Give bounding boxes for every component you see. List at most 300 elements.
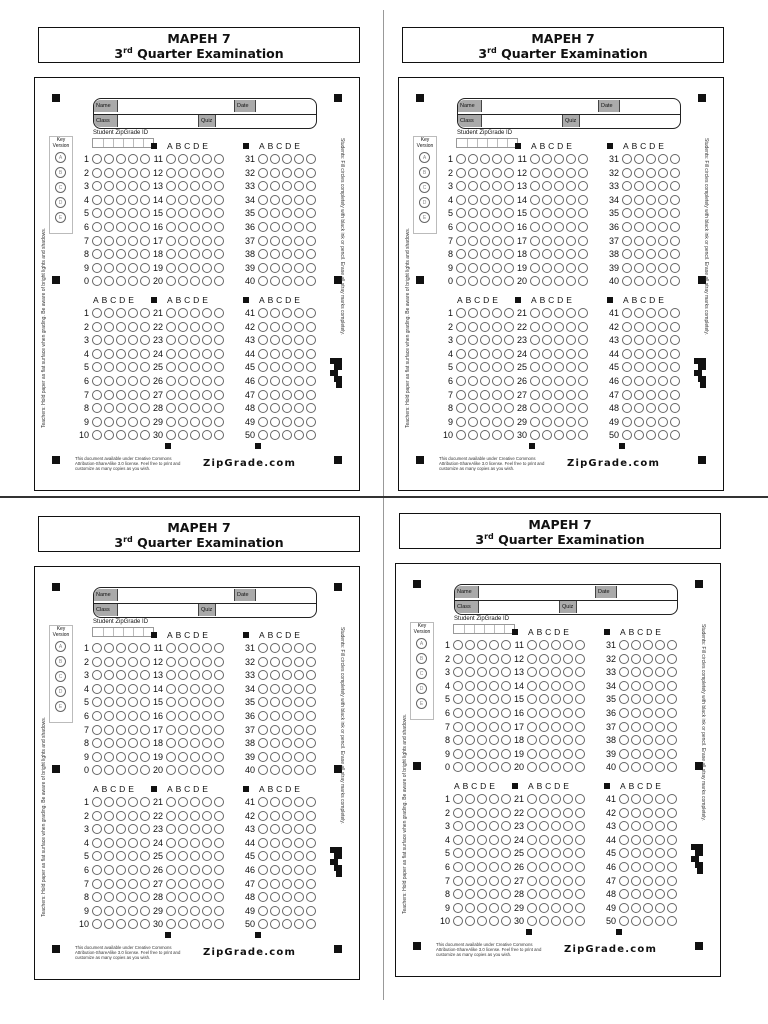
answer-bubble[interactable] xyxy=(270,390,280,400)
answer-bubble[interactable] xyxy=(527,903,537,913)
answer-bubble[interactable] xyxy=(542,195,552,205)
answer-bubble[interactable] xyxy=(294,249,304,259)
answer-bubble[interactable] xyxy=(294,362,304,372)
answer-bubble[interactable] xyxy=(128,851,138,861)
answer-bubble[interactable] xyxy=(282,684,292,694)
answer-bubble[interactable] xyxy=(306,263,316,273)
answer-bubble[interactable] xyxy=(190,362,200,372)
answer-bubble[interactable] xyxy=(480,376,490,386)
answer-bubble[interactable] xyxy=(306,403,316,413)
answer-bubble[interactable] xyxy=(554,322,564,332)
answer-bubble[interactable] xyxy=(258,657,268,667)
answer-bubble[interactable] xyxy=(306,851,316,861)
answer-bubble[interactable] xyxy=(551,640,561,650)
answer-bubble[interactable] xyxy=(643,903,653,913)
answer-bubble[interactable] xyxy=(214,865,224,875)
answer-bubble[interactable] xyxy=(551,694,561,704)
answer-bubble[interactable] xyxy=(166,390,176,400)
answer-bubble[interactable] xyxy=(539,889,549,899)
answer-bubble[interactable] xyxy=(190,643,200,653)
answer-bubble[interactable] xyxy=(670,430,680,440)
answer-bubble[interactable] xyxy=(306,168,316,178)
answer-bubble[interactable] xyxy=(128,797,138,807)
answer-bubble[interactable] xyxy=(453,848,463,858)
answer-bubble[interactable] xyxy=(527,708,537,718)
answer-bubble[interactable] xyxy=(631,749,641,759)
answer-bubble[interactable] xyxy=(190,349,200,359)
answer-bubble[interactable] xyxy=(551,821,561,831)
answer-bubble[interactable] xyxy=(128,906,138,916)
answer-bubble[interactable] xyxy=(465,889,475,899)
answer-bubble[interactable] xyxy=(92,335,102,345)
answer-bubble[interactable] xyxy=(480,417,490,427)
answer-bubble[interactable] xyxy=(116,208,126,218)
key-version-bubble[interactable]: B xyxy=(55,167,66,178)
answer-bubble[interactable] xyxy=(622,276,632,286)
answer-bubble[interactable] xyxy=(551,667,561,677)
answer-bubble[interactable] xyxy=(489,640,499,650)
answer-bubble[interactable] xyxy=(646,263,656,273)
answer-bubble[interactable] xyxy=(258,824,268,834)
answer-bubble[interactable] xyxy=(468,222,478,232)
answer-bubble[interactable] xyxy=(477,722,487,732)
answer-bubble[interactable] xyxy=(465,848,475,858)
answer-bubble[interactable] xyxy=(655,708,665,718)
answer-bubble[interactable] xyxy=(492,263,502,273)
answer-bubble[interactable] xyxy=(294,430,304,440)
answer-bubble[interactable] xyxy=(258,417,268,427)
answer-bubble[interactable] xyxy=(190,236,200,246)
answer-bubble[interactable] xyxy=(667,708,677,718)
answer-bubble[interactable] xyxy=(104,892,114,902)
answer-bubble[interactable] xyxy=(578,222,588,232)
answer-bubble[interactable] xyxy=(631,794,641,804)
answer-bubble[interactable] xyxy=(270,168,280,178)
answer-bubble[interactable] xyxy=(465,876,475,886)
answer-bubble[interactable] xyxy=(619,681,629,691)
answer-bubble[interactable] xyxy=(646,430,656,440)
answer-bubble[interactable] xyxy=(670,362,680,372)
answer-bubble[interactable] xyxy=(214,765,224,775)
answer-bubble[interactable] xyxy=(190,403,200,413)
answer-bubble[interactable] xyxy=(631,667,641,677)
answer-bubble[interactable] xyxy=(658,335,668,345)
answer-bubble[interactable] xyxy=(622,376,632,386)
answer-bubble[interactable] xyxy=(655,735,665,745)
answer-bubble[interactable] xyxy=(190,335,200,345)
answer-bubble[interactable] xyxy=(190,865,200,875)
answer-bubble[interactable] xyxy=(270,697,280,707)
answer-bubble[interactable] xyxy=(643,821,653,831)
answer-bubble[interactable] xyxy=(166,879,176,889)
answer-bubble[interactable] xyxy=(575,903,585,913)
key-version-bubble[interactable]: A xyxy=(419,152,430,163)
answer-bubble[interactable] xyxy=(542,376,552,386)
answer-bubble[interactable] xyxy=(563,640,573,650)
answer-bubble[interactable] xyxy=(190,765,200,775)
answer-bubble[interactable] xyxy=(202,181,212,191)
answer-bubble[interactable] xyxy=(202,879,212,889)
answer-bubble[interactable] xyxy=(453,862,463,872)
answer-bubble[interactable] xyxy=(214,263,224,273)
answer-bubble[interactable] xyxy=(306,811,316,821)
answer-bubble[interactable] xyxy=(258,390,268,400)
answer-bubble[interactable] xyxy=(578,208,588,218)
answer-bubble[interactable] xyxy=(92,181,102,191)
answer-bubble[interactable] xyxy=(306,752,316,762)
answer-bubble[interactable] xyxy=(294,851,304,861)
answer-bubble[interactable] xyxy=(655,681,665,691)
answer-bubble[interactable] xyxy=(214,752,224,762)
answer-bubble[interactable] xyxy=(658,208,668,218)
answer-bubble[interactable] xyxy=(306,697,316,707)
answer-bubble[interactable] xyxy=(258,208,268,218)
answer-bubble[interactable] xyxy=(270,263,280,273)
answer-bubble[interactable] xyxy=(468,195,478,205)
answer-bubble[interactable] xyxy=(554,430,564,440)
answer-bubble[interactable] xyxy=(294,906,304,916)
answer-bubble[interactable] xyxy=(456,362,466,372)
answer-bubble[interactable] xyxy=(465,640,475,650)
answer-bubble[interactable] xyxy=(258,249,268,259)
answer-bubble[interactable] xyxy=(554,181,564,191)
answer-bubble[interactable] xyxy=(667,903,677,913)
answer-bubble[interactable] xyxy=(619,848,629,858)
answer-bubble[interactable] xyxy=(92,824,102,834)
answer-bubble[interactable] xyxy=(575,821,585,831)
key-version-bubble[interactable]: C xyxy=(419,182,430,193)
answer-bubble[interactable] xyxy=(566,222,576,232)
answer-bubble[interactable] xyxy=(658,222,668,232)
answer-bubble[interactable] xyxy=(294,865,304,875)
answer-bubble[interactable] xyxy=(619,654,629,664)
answer-bubble[interactable] xyxy=(492,236,502,246)
answer-bubble[interactable] xyxy=(306,308,316,318)
answer-bubble[interactable] xyxy=(539,640,549,650)
answer-bubble[interactable] xyxy=(92,879,102,889)
answer-bubble[interactable] xyxy=(566,417,576,427)
answer-bubble[interactable] xyxy=(190,181,200,191)
answer-bubble[interactable] xyxy=(542,335,552,345)
key-version-bubble[interactable]: D xyxy=(416,683,427,694)
answer-bubble[interactable] xyxy=(643,681,653,691)
answer-bubble[interactable] xyxy=(566,168,576,178)
answer-bubble[interactable] xyxy=(258,276,268,286)
answer-bubble[interactable] xyxy=(128,824,138,834)
answer-bubble[interactable] xyxy=(166,725,176,735)
answer-bubble[interactable] xyxy=(670,276,680,286)
answer-bubble[interactable] xyxy=(178,797,188,807)
answer-bubble[interactable] xyxy=(542,276,552,286)
answer-bubble[interactable] xyxy=(631,735,641,745)
answer-bubble[interactable] xyxy=(575,694,585,704)
answer-bubble[interactable] xyxy=(465,722,475,732)
answer-bubble[interactable] xyxy=(634,430,644,440)
answer-bubble[interactable] xyxy=(456,249,466,259)
answer-bubble[interactable] xyxy=(631,722,641,732)
answer-bubble[interactable] xyxy=(489,654,499,664)
answer-bubble[interactable] xyxy=(128,181,138,191)
answer-bubble[interactable] xyxy=(128,322,138,332)
answer-bubble[interactable] xyxy=(489,794,499,804)
answer-bubble[interactable] xyxy=(306,430,316,440)
answer-bubble[interactable] xyxy=(166,892,176,902)
answer-bubble[interactable] xyxy=(178,697,188,707)
answer-bubble[interactable] xyxy=(480,181,490,191)
answer-bubble[interactable] xyxy=(128,195,138,205)
answer-bubble[interactable] xyxy=(270,851,280,861)
answer-bubble[interactable] xyxy=(477,848,487,858)
answer-bubble[interactable] xyxy=(468,376,478,386)
key-version-bubble[interactable]: B xyxy=(419,167,430,178)
answer-bubble[interactable] xyxy=(465,762,475,772)
answer-bubble[interactable] xyxy=(258,670,268,680)
answer-bubble[interactable] xyxy=(270,752,280,762)
answer-bubble[interactable] xyxy=(104,154,114,164)
answer-bubble[interactable] xyxy=(578,154,588,164)
answer-bubble[interactable] xyxy=(456,308,466,318)
answer-bubble[interactable] xyxy=(456,195,466,205)
answer-bubble[interactable] xyxy=(453,821,463,831)
answer-bubble[interactable] xyxy=(104,276,114,286)
answer-bubble[interactable] xyxy=(178,824,188,834)
answer-bubble[interactable] xyxy=(566,181,576,191)
answer-bubble[interactable] xyxy=(116,263,126,273)
answer-bubble[interactable] xyxy=(166,838,176,848)
answer-bubble[interactable] xyxy=(551,654,561,664)
answer-bubble[interactable] xyxy=(166,670,176,680)
answer-bubble[interactable] xyxy=(492,222,502,232)
answer-bubble[interactable] xyxy=(578,335,588,345)
answer-bubble[interactable] xyxy=(104,390,114,400)
answer-bubble[interactable] xyxy=(643,640,653,650)
answer-bubble[interactable] xyxy=(92,168,102,178)
answer-bubble[interactable] xyxy=(453,681,463,691)
answer-bubble[interactable] xyxy=(489,749,499,759)
answer-bubble[interactable] xyxy=(258,195,268,205)
answer-bubble[interactable] xyxy=(270,684,280,694)
answer-bubble[interactable] xyxy=(104,879,114,889)
answer-bubble[interactable] xyxy=(658,322,668,332)
answer-bubble[interactable] xyxy=(530,430,540,440)
answer-bubble[interactable] xyxy=(619,862,629,872)
answer-bubble[interactable] xyxy=(658,154,668,164)
answer-bubble[interactable] xyxy=(306,208,316,218)
answer-bubble[interactable] xyxy=(270,222,280,232)
answer-bubble[interactable] xyxy=(178,322,188,332)
answer-bubble[interactable] xyxy=(578,417,588,427)
answer-bubble[interactable] xyxy=(104,208,114,218)
answer-bubble[interactable] xyxy=(282,417,292,427)
answer-bubble[interactable] xyxy=(530,154,540,164)
answer-bubble[interactable] xyxy=(468,236,478,246)
answer-bubble[interactable] xyxy=(294,168,304,178)
answer-bubble[interactable] xyxy=(128,697,138,707)
answer-bubble[interactable] xyxy=(643,735,653,745)
answer-bubble[interactable] xyxy=(166,154,176,164)
answer-bubble[interactable] xyxy=(622,249,632,259)
answer-bubble[interactable] xyxy=(578,236,588,246)
answer-bubble[interactable] xyxy=(202,236,212,246)
answer-bubble[interactable] xyxy=(104,824,114,834)
answer-bubble[interactable] xyxy=(477,889,487,899)
answer-bubble[interactable] xyxy=(92,236,102,246)
answer-bubble[interactable] xyxy=(646,322,656,332)
answer-bubble[interactable] xyxy=(631,889,641,899)
answer-bubble[interactable] xyxy=(282,752,292,762)
answer-bubble[interactable] xyxy=(492,430,502,440)
answer-bubble[interactable] xyxy=(667,762,677,772)
answer-bubble[interactable] xyxy=(214,725,224,735)
answer-bubble[interactable] xyxy=(655,667,665,677)
answer-bubble[interactable] xyxy=(306,824,316,834)
answer-bubble[interactable] xyxy=(202,208,212,218)
answer-bubble[interactable] xyxy=(477,835,487,845)
answer-bubble[interactable] xyxy=(575,708,585,718)
answer-bubble[interactable] xyxy=(456,168,466,178)
answer-bubble[interactable] xyxy=(214,892,224,902)
answer-bubble[interactable] xyxy=(166,349,176,359)
answer-bubble[interactable] xyxy=(190,308,200,318)
key-version-bubble[interactable]: C xyxy=(416,668,427,679)
answer-bubble[interactable] xyxy=(489,876,499,886)
answer-bubble[interactable] xyxy=(453,667,463,677)
answer-bubble[interactable] xyxy=(166,919,176,929)
answer-bubble[interactable] xyxy=(166,322,176,332)
answer-bubble[interactable] xyxy=(258,725,268,735)
answer-bubble[interactable] xyxy=(566,322,576,332)
answer-bubble[interactable] xyxy=(178,752,188,762)
answer-bubble[interactable] xyxy=(477,749,487,759)
answer-bubble[interactable] xyxy=(306,879,316,889)
answer-bubble[interactable] xyxy=(566,236,576,246)
answer-bubble[interactable] xyxy=(116,919,126,929)
answer-bubble[interactable] xyxy=(128,208,138,218)
answer-bubble[interactable] xyxy=(306,181,316,191)
answer-bubble[interactable] xyxy=(190,684,200,694)
answer-bubble[interactable] xyxy=(214,208,224,218)
answer-bubble[interactable] xyxy=(667,916,677,926)
answer-bubble[interactable] xyxy=(116,181,126,191)
answer-bubble[interactable] xyxy=(658,430,668,440)
answer-bubble[interactable] xyxy=(578,276,588,286)
answer-bubble[interactable] xyxy=(202,738,212,748)
answer-bubble[interactable] xyxy=(282,222,292,232)
answer-bubble[interactable] xyxy=(116,657,126,667)
answer-bubble[interactable] xyxy=(116,376,126,386)
answer-bubble[interactable] xyxy=(456,335,466,345)
answer-bubble[interactable] xyxy=(670,349,680,359)
answer-bubble[interactable] xyxy=(539,735,549,745)
answer-bubble[interactable] xyxy=(578,362,588,372)
answer-bubble[interactable] xyxy=(646,390,656,400)
answer-bubble[interactable] xyxy=(634,335,644,345)
answer-bubble[interactable] xyxy=(456,208,466,218)
answer-bubble[interactable] xyxy=(453,722,463,732)
answer-bubble[interactable] xyxy=(655,821,665,831)
answer-bubble[interactable] xyxy=(270,417,280,427)
key-version-bubble[interactable]: D xyxy=(419,197,430,208)
answer-bubble[interactable] xyxy=(646,335,656,345)
answer-bubble[interactable] xyxy=(646,403,656,413)
answer-bubble[interactable] xyxy=(530,276,540,286)
answer-bubble[interactable] xyxy=(214,390,224,400)
answer-bubble[interactable] xyxy=(92,349,102,359)
answer-bubble[interactable] xyxy=(489,835,499,845)
answer-bubble[interactable] xyxy=(214,738,224,748)
answer-bubble[interactable] xyxy=(294,711,304,721)
answer-bubble[interactable] xyxy=(92,263,102,273)
key-version-bubble[interactable]: E xyxy=(55,701,66,712)
answer-bubble[interactable] xyxy=(670,222,680,232)
answer-bubble[interactable] xyxy=(282,335,292,345)
answer-bubble[interactable] xyxy=(670,390,680,400)
answer-bubble[interactable] xyxy=(492,362,502,372)
answer-bubble[interactable] xyxy=(258,376,268,386)
answer-bubble[interactable] xyxy=(166,195,176,205)
answer-bubble[interactable] xyxy=(480,236,490,246)
answer-bubble[interactable] xyxy=(104,403,114,413)
answer-bubble[interactable] xyxy=(527,848,537,858)
answer-bubble[interactable] xyxy=(631,762,641,772)
answer-bubble[interactable] xyxy=(539,722,549,732)
answer-bubble[interactable] xyxy=(306,249,316,259)
answer-bubble[interactable] xyxy=(575,681,585,691)
answer-bubble[interactable] xyxy=(634,362,644,372)
answer-bubble[interactable] xyxy=(527,916,537,926)
answer-bubble[interactable] xyxy=(92,711,102,721)
answer-bubble[interactable] xyxy=(575,654,585,664)
answer-bubble[interactable] xyxy=(539,903,549,913)
answer-bubble[interactable] xyxy=(306,711,316,721)
answer-bubble[interactable] xyxy=(294,208,304,218)
answer-bubble[interactable] xyxy=(477,735,487,745)
answer-bubble[interactable] xyxy=(190,811,200,821)
answer-bubble[interactable] xyxy=(468,181,478,191)
answer-bubble[interactable] xyxy=(456,181,466,191)
answer-bubble[interactable] xyxy=(214,797,224,807)
answer-bubble[interactable] xyxy=(190,752,200,762)
answer-bubble[interactable] xyxy=(554,335,564,345)
answer-bubble[interactable] xyxy=(190,168,200,178)
answer-bubble[interactable] xyxy=(116,308,126,318)
answer-bubble[interactable] xyxy=(116,697,126,707)
answer-bubble[interactable] xyxy=(465,708,475,718)
answer-bubble[interactable] xyxy=(634,403,644,413)
answer-bubble[interactable] xyxy=(92,725,102,735)
answer-bubble[interactable] xyxy=(306,643,316,653)
answer-bubble[interactable] xyxy=(619,916,629,926)
answer-bubble[interactable] xyxy=(270,657,280,667)
answer-bubble[interactable] xyxy=(646,376,656,386)
answer-bubble[interactable] xyxy=(128,711,138,721)
key-version-bubble[interactable]: B xyxy=(416,653,427,664)
answer-bubble[interactable] xyxy=(258,879,268,889)
answer-bubble[interactable] xyxy=(492,376,502,386)
answer-bubble[interactable] xyxy=(166,906,176,916)
answer-bubble[interactable] xyxy=(465,835,475,845)
answer-bubble[interactable] xyxy=(128,276,138,286)
answer-bubble[interactable] xyxy=(104,725,114,735)
answer-bubble[interactable] xyxy=(575,876,585,886)
answer-bubble[interactable] xyxy=(670,403,680,413)
answer-bubble[interactable] xyxy=(306,838,316,848)
answer-bubble[interactable] xyxy=(190,154,200,164)
answer-bubble[interactable] xyxy=(530,249,540,259)
answer-bubble[interactable] xyxy=(306,236,316,246)
answer-bubble[interactable] xyxy=(643,848,653,858)
answer-bubble[interactable] xyxy=(214,154,224,164)
